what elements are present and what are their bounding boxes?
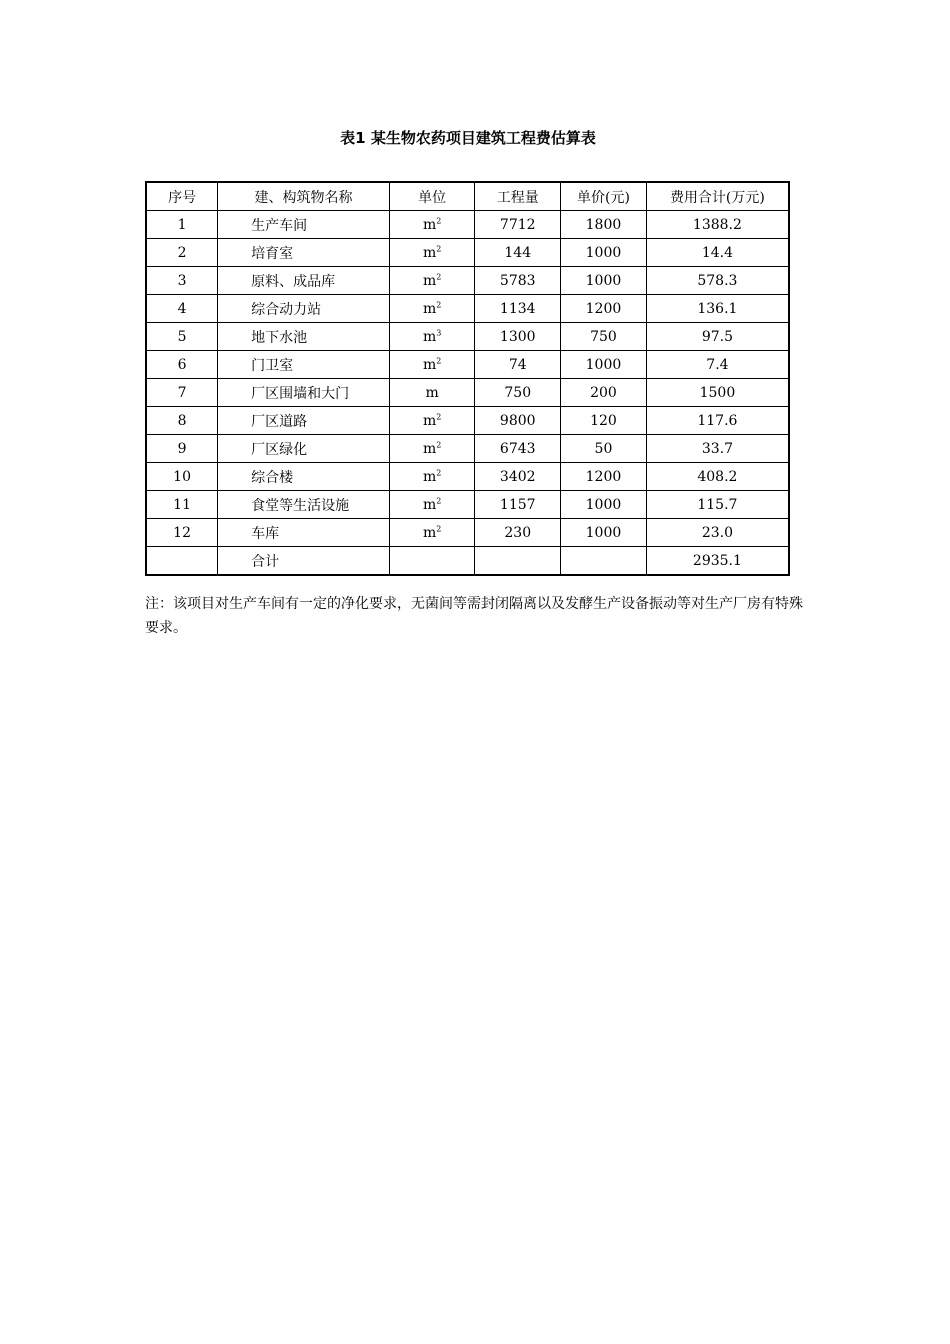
cell-total: 97.5: [646, 323, 789, 351]
cell-total: 115.7: [646, 491, 789, 519]
cell-unit: [389, 519, 475, 547]
cell-price: [561, 547, 647, 576]
unit-base: m: [425, 384, 439, 401]
cell-qty: 6743: [475, 435, 561, 463]
cell-no: 6: [146, 351, 218, 379]
cell-price: 1000: [561, 519, 647, 547]
cell-qty: 1134: [475, 295, 561, 323]
cell-price: 1000: [561, 267, 647, 295]
cell-total: 7.4: [646, 351, 789, 379]
cell-price: 200: [561, 379, 647, 407]
unit-exponent: 2: [436, 355, 442, 365]
cell-no: 7: [146, 379, 218, 407]
unit-exponent: 2: [436, 271, 442, 281]
cell-name: 厂区围墙和大门: [218, 379, 390, 407]
cell-unit: [389, 435, 475, 463]
table-row: [146, 323, 789, 351]
cell-price: 1000: [561, 491, 647, 519]
unit-base: m: [422, 412, 437, 429]
table-summary-row: [146, 547, 789, 576]
header-qty: 工程量: [475, 182, 561, 211]
cell-name: 地下水池: [218, 323, 390, 351]
unit-base: m: [422, 300, 437, 317]
cell-name: 厂区道路: [218, 407, 390, 435]
cell-qty: 5783: [475, 267, 561, 295]
cell-qty: [475, 547, 561, 576]
cell-qty: 7712: [475, 211, 561, 239]
cell-name: 食堂等生活设施: [218, 491, 390, 519]
header-no: 序号: [146, 182, 218, 211]
cell-no: 5: [146, 323, 218, 351]
unit-exponent: 2: [436, 439, 442, 449]
cell-name: 厂区绿化: [218, 435, 390, 463]
cell-unit: [389, 547, 475, 576]
header-price: 单价(元): [561, 182, 647, 211]
table-title: 表1 某生物农药项目建筑工程费估算表: [340, 129, 596, 147]
cell-price: 1000: [561, 351, 647, 379]
cell-qty: 750: [475, 379, 561, 407]
unit-base: m: [422, 468, 437, 485]
cell-total: 23.0: [646, 519, 789, 547]
cell-qty: 230: [475, 519, 561, 547]
header-unit: 单位: [389, 182, 475, 211]
cell-unit: [389, 295, 475, 323]
cell-total: 33.7: [646, 435, 789, 463]
unit-exponent: 2: [436, 523, 442, 533]
table-row: [146, 211, 789, 239]
table-row: [146, 491, 789, 519]
cell-unit: [389, 239, 475, 267]
unit-exponent: 2: [436, 495, 442, 505]
cell-price: 1200: [561, 295, 647, 323]
cell-no: 11: [146, 491, 218, 519]
cell-price: 750: [561, 323, 647, 351]
cell-name: 生产车间: [218, 211, 390, 239]
cell-unit: [389, 491, 475, 519]
summary-label: 合计: [218, 547, 390, 576]
cell-total: 136.1: [646, 295, 789, 323]
unit-base: m: [422, 216, 437, 233]
table-row: [146, 379, 789, 407]
unit-exponent: 2: [436, 299, 442, 309]
cell-no: 12: [146, 519, 218, 547]
unit-base: m: [422, 440, 437, 457]
cell-qty: 3402: [475, 463, 561, 491]
unit-base: m: [422, 272, 437, 289]
cell-unit: [389, 267, 475, 295]
cell-no: 10: [146, 463, 218, 491]
table-row: [146, 463, 789, 491]
cell-total: 408.2: [646, 463, 789, 491]
cell-total: 1500: [646, 379, 789, 407]
table-note: 注：该项目对生产车间有一定的净化要求，无菌间等需封闭隔离以及发酵生产设备振动等对生产厂房有特殊要求。: [145, 596, 803, 636]
cell-price: 120: [561, 407, 647, 435]
cell-total: 578.3: [646, 267, 789, 295]
table-row: [146, 239, 789, 267]
unit-base: m: [422, 244, 437, 261]
cell-qty: 1157: [475, 491, 561, 519]
unit-base: m: [422, 496, 437, 513]
unit-exponent: 2: [436, 243, 442, 253]
unit-exponent: 2: [436, 467, 442, 477]
cell-name: 车库: [218, 519, 390, 547]
cell-name: 原料、成品库: [218, 267, 390, 295]
cell-unit: [389, 211, 475, 239]
cost-estimate-table: [145, 181, 790, 576]
cell-no: 2: [146, 239, 218, 267]
unit-exponent: 2: [436, 411, 442, 421]
cell-name: 综合楼: [218, 463, 390, 491]
cell-total: 1388.2: [646, 211, 789, 239]
unit-base: m: [422, 356, 437, 373]
header-total: 费用合计(万元): [646, 182, 789, 211]
summary-total: 2935.1: [646, 547, 789, 576]
unit-base: m: [422, 524, 437, 541]
cell-unit: [389, 323, 475, 351]
cell-no: 3: [146, 267, 218, 295]
cell-total: 14.4: [646, 239, 789, 267]
cell-unit: [389, 379, 475, 407]
cell-name: 门卫室: [218, 351, 390, 379]
table-row: [146, 295, 789, 323]
cell-name: 培育室: [218, 239, 390, 267]
cell-no: 1: [146, 211, 218, 239]
table-row: [146, 407, 789, 435]
cell-no: 4: [146, 295, 218, 323]
unit-exponent: 2: [436, 215, 442, 225]
cell-unit: [389, 407, 475, 435]
cell-price: 1200: [561, 463, 647, 491]
cell-qty: 144: [475, 239, 561, 267]
table-row: [146, 435, 789, 463]
cell-qty: 74: [475, 351, 561, 379]
cell-price: 50: [561, 435, 647, 463]
table-header-row: [146, 182, 789, 211]
cell-qty: 9800: [475, 407, 561, 435]
table-row: [146, 519, 789, 547]
cell-no: 9: [146, 435, 218, 463]
cell-unit: [389, 351, 475, 379]
unit-base: m: [422, 328, 437, 345]
table-row: [146, 351, 789, 379]
cell-total: 117.6: [646, 407, 789, 435]
cell-name: 综合动力站: [218, 295, 390, 323]
cell-price: 1800: [561, 211, 647, 239]
unit-exponent: 3: [436, 327, 442, 337]
header-name: 建、构筑物名称: [218, 182, 390, 211]
cell-price: 1000: [561, 239, 647, 267]
cell-no: 8: [146, 407, 218, 435]
table-row: [146, 267, 789, 295]
cell-qty: 1300: [475, 323, 561, 351]
cell-unit: [389, 463, 475, 491]
cell-no: [146, 547, 218, 576]
